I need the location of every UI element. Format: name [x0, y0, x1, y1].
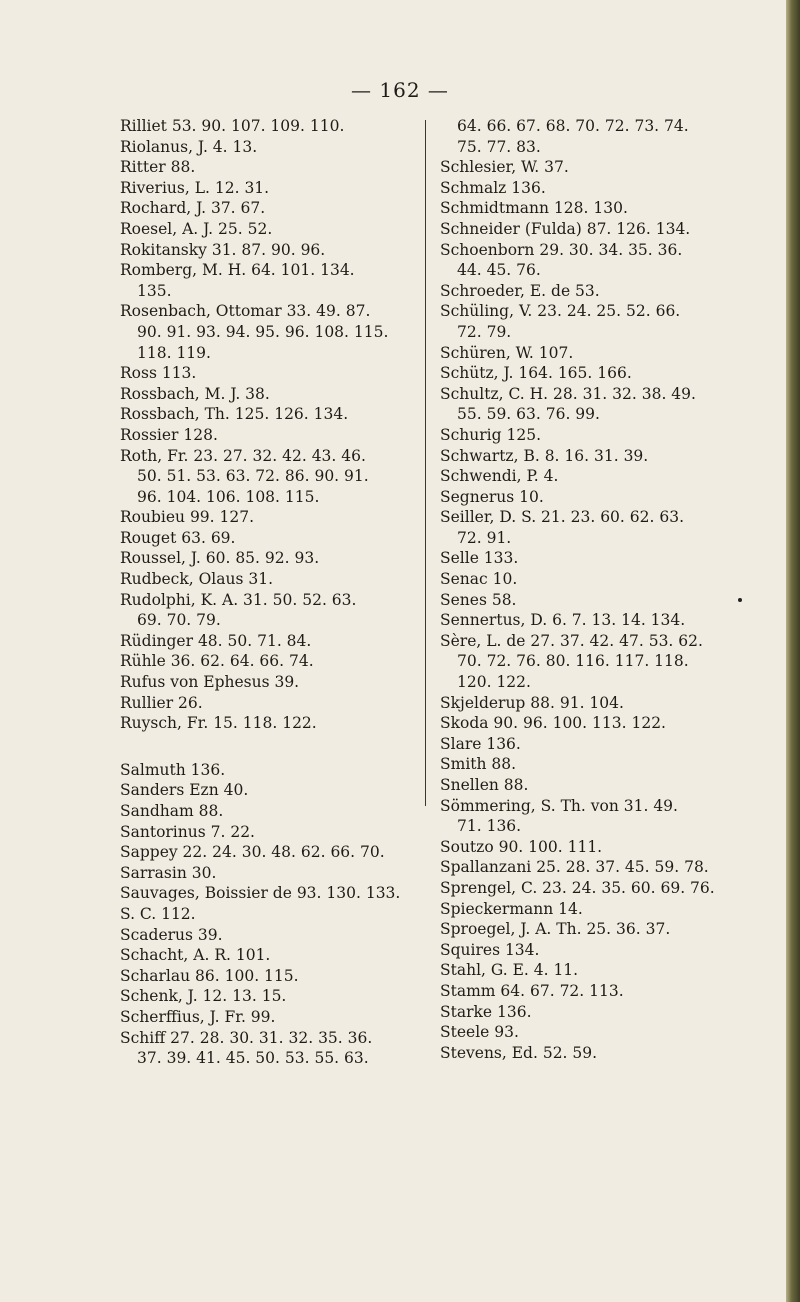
index-entry-line: Sauvages, Boissier de 93. 130. 133.: [120, 884, 401, 903]
index-entry-line: Schmalz 136.: [440, 178, 546, 197]
index-entry: [440, 610, 740, 631]
index-entry-line: Sprengel, C. 23. 24. 35. 60. 69. 76.: [440, 878, 715, 897]
index-entry-line: Soutzo 90. 100. 111.: [440, 837, 603, 856]
index-entry: [440, 857, 740, 878]
index-entry-line: Salmuth 136.: [120, 760, 226, 779]
index-entry-line: Scherffius, J. Fr. 99.: [120, 1007, 276, 1026]
index-entry: [120, 842, 415, 863]
index-entry-line: Scharlau 86. 100. 115.: [120, 966, 299, 985]
index-entry-line: Snellen 88.: [440, 776, 529, 794]
index-entry-line: Romberg, M. H. 64. 101. 134.: [120, 261, 355, 280]
index-entry: [440, 198, 740, 219]
index-entry: [120, 363, 415, 384]
index-entry-continuation: 50. 51. 53. 63. 72. 86. 90. 91.: [137, 467, 369, 486]
index-entry-line: Rudbeck, Olaus 31.: [120, 570, 274, 589]
index-entry-line: Roussel, J. 60. 85. 92. 93.: [120, 549, 320, 568]
index-entry-continuation: 72. 79.: [457, 322, 512, 341]
index-entry-line: Rullier 26.: [120, 693, 203, 712]
index-entry: [440, 1043, 740, 1064]
index-entry: [120, 693, 415, 714]
index-entry: [440, 507, 740, 548]
index-entry-continuation: 64. 66. 67. 68. 70. 72. 73. 74.: [457, 117, 689, 135]
index-entry: [120, 945, 415, 966]
index-entry: [440, 116, 740, 157]
index-entry-line: Stamm 64. 67. 72. 113.: [440, 981, 624, 1000]
index-entry-continuation: 71. 136.: [457, 817, 522, 836]
index-entry: [120, 198, 415, 219]
index-entry-continuation: 55. 59. 63. 76. 99.: [457, 405, 600, 424]
index-entry-line: Sömmering, S. Th. von 31. 49.: [440, 796, 678, 815]
index-entry: [440, 343, 740, 364]
index-entry: [440, 487, 740, 508]
index-entry-line: Ruysch, Fr. 15. 118. 122.: [120, 714, 317, 733]
index-entry: [120, 425, 415, 446]
index-entry-continuation: 120. 122.: [457, 673, 531, 692]
index-entry: [440, 425, 740, 446]
index-entry: [120, 590, 415, 631]
index-entry: [440, 775, 740, 796]
index-entry-line: Roubieu 99. 127.: [120, 508, 255, 527]
index-entry-continuation: 75. 77. 83.: [457, 137, 541, 156]
page-number: — 162 —: [351, 78, 449, 102]
index-entry-continuation: 37. 39. 41. 45. 50. 53. 55. 63.: [137, 1049, 369, 1068]
index-entry: [440, 384, 740, 425]
index-entry-line: Schüling, V. 23. 24. 25. 52. 66.: [440, 302, 681, 321]
index-entry: [440, 178, 740, 199]
index-entry: [120, 507, 415, 528]
index-entry: [120, 1007, 415, 1028]
index-entry: [440, 466, 740, 487]
index-entry: [120, 178, 415, 199]
index-entry-continuation: 72. 91.: [457, 528, 512, 547]
index-entry: [440, 940, 740, 961]
index-entry-line: Schlesier, W. 37.: [440, 158, 569, 177]
index-entry: [440, 981, 740, 1002]
index-entry-line: Squires 134.: [440, 940, 540, 959]
index-entry: [120, 528, 415, 549]
index-entry-line: Rudolphi, K. A. 31. 50. 52. 63.: [120, 590, 357, 609]
index-entry: [120, 260, 415, 301]
index-entry: [120, 116, 415, 137]
column-divider: [425, 120, 426, 806]
index-entry: [440, 919, 740, 940]
index-entry-line: Rochard, J. 37. 67.: [120, 199, 266, 218]
index-entry-line: Stevens, Ed. 52. 59.: [440, 1043, 598, 1062]
index-entry-line: Rokitansky 31. 87. 90. 96.: [120, 240, 326, 259]
index-entry-line: Skjelderup 88. 91. 104.: [440, 693, 624, 712]
index-entry-line: Ritter 88.: [120, 158, 196, 177]
index-entry-line: Rossbach, Th. 125. 126. 134.: [120, 405, 349, 424]
index-entry-line: Starke 136.: [440, 1002, 532, 1021]
index-entry-line: Sarrasin 30.: [120, 863, 217, 882]
index-entry-line: Schenk, J. 12. 13. 15.: [120, 987, 287, 1006]
index-entry: [440, 734, 740, 755]
index-entry-line: Rossier 128.: [120, 425, 218, 444]
index-entry: [120, 446, 415, 508]
index-entry: [120, 569, 415, 590]
index-entry: [440, 713, 740, 734]
index-column-left: [120, 116, 415, 1069]
index-entry-line: Sandham 88.: [120, 802, 224, 820]
index-entry: [440, 899, 740, 920]
index-entry-continuation: 69. 70. 79.: [137, 611, 221, 630]
index-entry: [120, 883, 415, 904]
ink-speck: [738, 598, 742, 602]
index-entry-line: Segnerus 10.: [440, 487, 544, 506]
index-entry-line: Slare 136.: [440, 734, 521, 753]
index-entry-continuation: 135.: [137, 281, 172, 300]
index-entry: [120, 404, 415, 425]
index-entry: [440, 1022, 740, 1043]
index-entry: [440, 1002, 740, 1023]
index-entry: [120, 301, 415, 363]
index-entry-line: Steele 93.: [440, 1023, 519, 1042]
index-entry-continuation: 44. 45. 76.: [457, 261, 541, 280]
index-column-right: [440, 116, 740, 1063]
index-entry: [440, 446, 740, 467]
index-entry-line: Schmidtmann 128. 130.: [440, 199, 628, 218]
index-entry: [440, 240, 740, 281]
index-entry-line: Ross 113.: [120, 364, 197, 383]
index-entry: [120, 384, 415, 405]
index-entry: [120, 713, 415, 734]
index-entry-line: Roth, Fr. 23. 27. 32. 42. 43. 46.: [120, 446, 366, 465]
index-entry-line: Scaderus 39.: [120, 925, 223, 944]
index-entry-line: Rühle 36. 62. 64. 66. 74.: [120, 652, 314, 671]
index-entry-line: Riolanus, J. 4. 13.: [120, 137, 258, 156]
index-entry: [440, 157, 740, 178]
index-entry-line: Spallanzani 25. 28. 37. 45. 59. 78.: [440, 858, 709, 877]
index-entry: [440, 837, 740, 858]
index-entry: [120, 822, 415, 843]
index-entry: [120, 219, 415, 240]
index-entry-line: Schüren, W. 107.: [440, 343, 574, 362]
index-entry-line: Senac 10.: [440, 570, 518, 589]
index-entry-line: Rilliet 53. 90. 107. 109. 110.: [120, 117, 345, 135]
index-entry-line: Seiller, D. S. 21. 23. 60. 62. 63.: [440, 508, 685, 527]
index-entry: [120, 801, 415, 822]
index-entry-continuation: 70. 72. 76. 80. 116. 117. 118.: [457, 652, 689, 671]
index-entry: [120, 904, 415, 925]
index-entry: [440, 548, 740, 569]
index-entry-line: Rossbach, M. J. 38.: [120, 384, 270, 403]
index-entry-line: Schroeder, E. de 53.: [440, 281, 600, 300]
index-entry-line: Riverius, L. 12. 31.: [120, 178, 270, 197]
index-entry-line: Schultz, C. H. 28. 31. 32. 38. 49.: [440, 384, 696, 403]
index-entry: [120, 1028, 415, 1069]
index-entry-line: Schwartz, B. 8. 16. 31. 39.: [440, 446, 649, 465]
index-entry: [120, 651, 415, 672]
index-entry-continuation: 118. 119.: [137, 343, 211, 362]
index-entry: [120, 925, 415, 946]
index-entry-line: Sappey 22. 24. 30. 48. 62. 66. 70.: [120, 843, 385, 862]
section-gap: [120, 734, 415, 760]
index-entry: [440, 569, 740, 590]
index-entry-line: Roesel, A. J. 25. 52.: [120, 219, 273, 238]
index-entry-line: Schwendi, P. 4.: [440, 467, 559, 486]
index-entry: [120, 137, 415, 158]
index-entry: [440, 301, 740, 342]
index-entry-line: Sproegel, J. A. Th. 25. 36. 37.: [440, 920, 671, 939]
index-entry-line: Spieckermann 14.: [440, 899, 583, 918]
index-entry: [120, 631, 415, 652]
index-entry: [440, 796, 740, 837]
index-entry: [120, 548, 415, 569]
index-entry-line: Rüdinger 48. 50. 71. 84.: [120, 631, 312, 650]
index-entry-line: Smith 88.: [440, 755, 517, 774]
index-entry-line: Rufus von Ephesus 39.: [120, 673, 300, 692]
index-entry: [440, 219, 740, 240]
index-entry-line: Schütz, J. 164. 165. 166.: [440, 364, 632, 383]
index-entry: [440, 363, 740, 384]
index-entry-line: Selle 133.: [440, 549, 519, 568]
index-entry: [440, 754, 740, 775]
index-entry: [120, 672, 415, 693]
index-entry: [120, 760, 415, 781]
index-entry: [440, 960, 740, 981]
index-entry: [120, 240, 415, 261]
index-entry-line: Rosenbach, Ottomar 33. 49. 87.: [120, 302, 371, 321]
index-entry-line: Skoda 90. 96. 100. 113. 122.: [440, 714, 666, 733]
index-entry-line: Stahl, G. E. 4. 11.: [440, 961, 579, 980]
index-entry-line: Schurig 125.: [440, 425, 541, 444]
index-entry-continuation: 96. 104. 106. 108. 115.: [137, 487, 320, 506]
index-entry: [120, 986, 415, 1007]
index-entry: [440, 281, 740, 302]
index-entry-line: Schacht, A. R. 101.: [120, 946, 271, 965]
index-entry-line: Schiff 27. 28. 30. 31. 32. 35. 36.: [120, 1028, 373, 1047]
index-entry: [120, 966, 415, 987]
index-entry-line: Schneider (Fulda) 87. 126. 134.: [440, 219, 691, 238]
page-edge-shadow: [786, 0, 800, 1302]
index-entry: [440, 631, 740, 693]
index-entry-line: Sennertus, D. 6. 7. 13. 14. 134.: [440, 611, 686, 630]
index-entry-line: Rouget 63. 69.: [120, 528, 236, 547]
index-entry-line: Santorinus 7. 22.: [120, 822, 255, 841]
index-entry-line: Schoenborn 29. 30. 34. 35. 36.: [440, 240, 683, 259]
index-entry: [440, 878, 740, 899]
index-entry-line: S. C. 112.: [120, 904, 196, 923]
index-entry-continuation: 90. 91. 93. 94. 95. 96. 108. 115.: [137, 322, 389, 341]
index-entry: [120, 780, 415, 801]
index-entry: [440, 693, 740, 714]
index-entry: [440, 590, 740, 611]
index-entry-line: Sanders Ezn 40.: [120, 781, 249, 800]
index-entry-line: Senes 58.: [440, 590, 517, 609]
index-entry-line: Sère, L. de 27. 37. 42. 47. 53. 62.: [440, 631, 703, 650]
index-entry: [120, 157, 415, 178]
index-entry: [120, 863, 415, 884]
